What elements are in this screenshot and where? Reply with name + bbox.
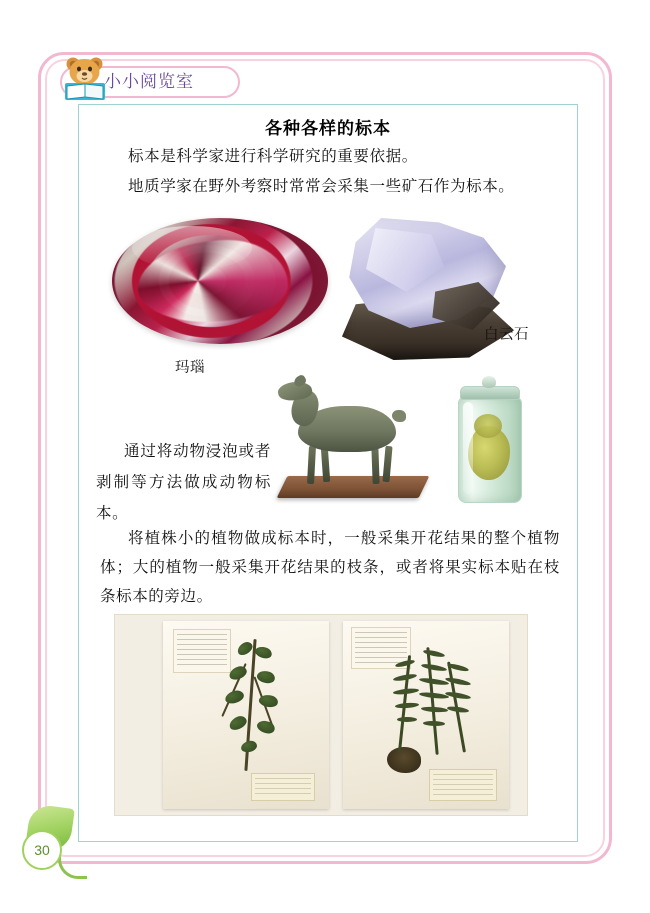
fern-pinna	[421, 663, 447, 672]
herbarium-sheets-photo	[114, 614, 528, 816]
paragraph-1: 标本是科学家进行科学研究的重要依据。	[128, 148, 418, 165]
dolomite-specimen-photo	[336, 212, 526, 370]
jar-highlight	[463, 402, 473, 494]
plant-leaf	[224, 689, 245, 705]
deer-mount-base	[277, 476, 430, 498]
specimen-label-tag	[251, 773, 315, 801]
plant-leaf	[256, 669, 277, 686]
page-number-badge	[14, 806, 76, 878]
plant-leaf	[254, 644, 274, 661]
paragraph-2: 地质学家在野外考察时常常会采集一些矿石作为标本。	[128, 178, 515, 195]
plant-leaf	[227, 714, 248, 732]
herbarium-sheet-right	[343, 621, 509, 809]
deer-tail	[392, 410, 406, 422]
deer-leg	[371, 446, 379, 484]
section-tab-label: 小小阅览室	[104, 72, 194, 91]
agate-specimen-photo	[108, 214, 332, 350]
herbarium-sheet-left	[163, 621, 329, 809]
fern-rootstock	[387, 747, 421, 773]
specimen-jar-photo	[444, 370, 536, 508]
fern-pinna	[395, 702, 419, 709]
specimen-label-tag	[429, 769, 497, 801]
jar-lid	[460, 386, 520, 400]
fern-pinna	[445, 676, 471, 686]
deer-taxidermy-photo	[268, 372, 438, 504]
caption-agate: 玛瑙	[175, 360, 205, 376]
caption-dolomite: 白云石	[484, 327, 529, 343]
page-number: 30	[22, 830, 62, 870]
plant-leaf	[255, 718, 276, 736]
paragraph-3: 通过将动物浸泡或者剥制等方法做成动物标本。	[96, 443, 271, 522]
page-title: 各种各样的标本	[265, 119, 391, 138]
fern-pinna	[445, 691, 471, 700]
fern-pinna	[423, 721, 445, 727]
paragraph-4: 将植株小的植物做成标本时，一般采集开花结果的整个植物体；大的植物一般采集开花结果的枝条，或者将果实标本贴在枝条标本的旁边。	[100, 530, 560, 605]
preserved-specimen-top	[474, 414, 502, 438]
leaf-stem-icon	[58, 846, 87, 879]
fern-pinna	[397, 717, 417, 722]
agate-highlight	[132, 226, 252, 270]
bear-reading-icon	[62, 52, 108, 104]
jar-knob	[482, 376, 496, 388]
handwritten-note	[173, 629, 231, 673]
plant-leaf	[240, 740, 257, 753]
plant-leaf	[258, 693, 279, 709]
fern-pinna	[421, 706, 448, 713]
fern-pinna	[423, 649, 446, 658]
